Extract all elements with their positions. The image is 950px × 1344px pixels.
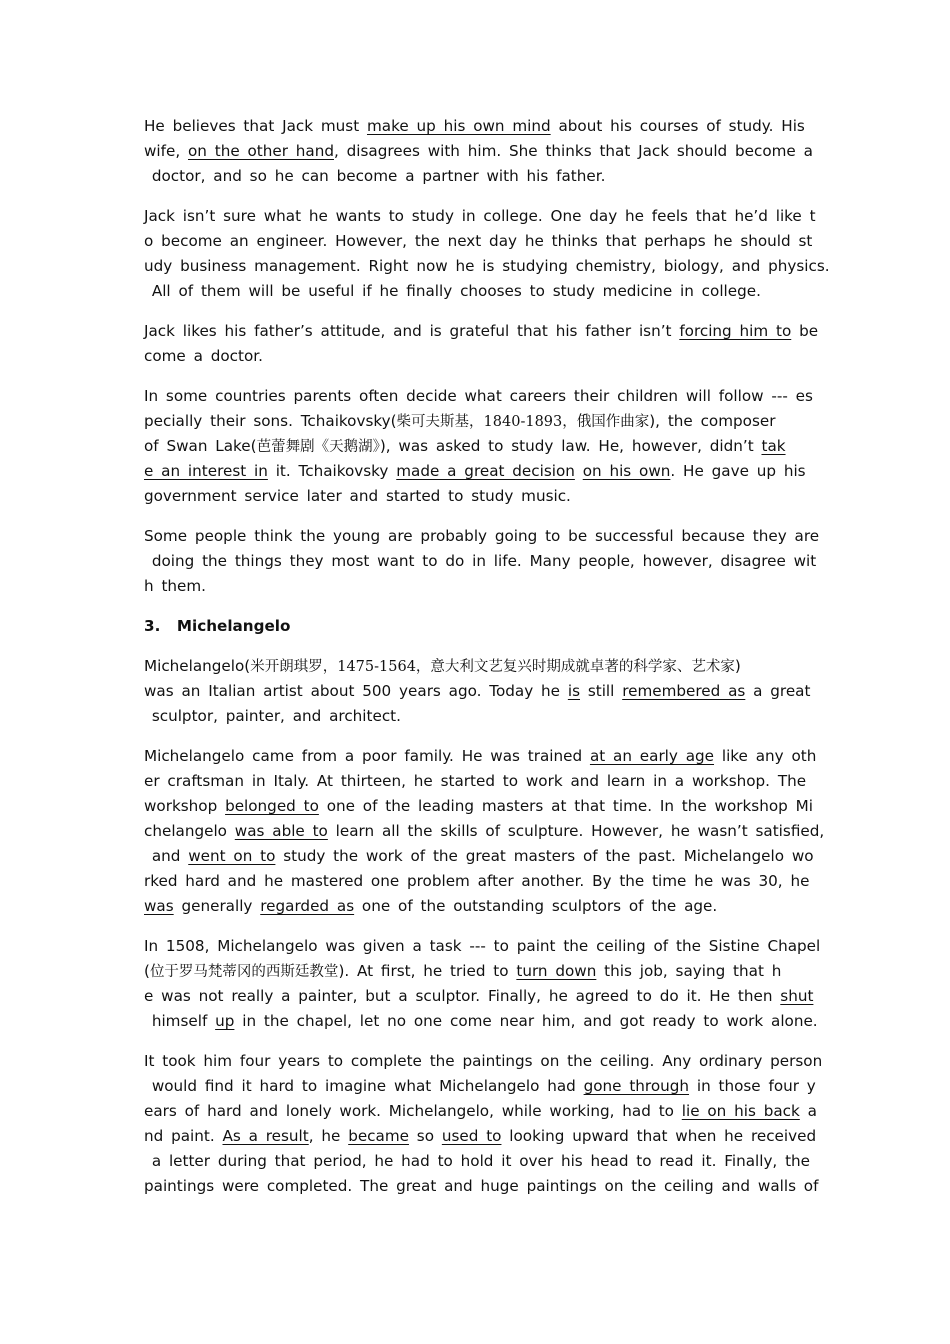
text-line	[144, 1099, 817, 1124]
text-line	[144, 344, 812, 369]
underlined-phrase: was able to	[234, 822, 328, 840]
text-segment: doctor, and so he can become a partner with his father.	[144, 167, 606, 185]
text-line	[144, 164, 812, 189]
text-segment: It took him four years to complete the paintings on the ceiling. Any ordinary person	[144, 1052, 823, 1070]
text-line	[144, 254, 830, 279]
text-segment: doing the things they most want to do in life. Many people, however, disagree wit	[144, 552, 817, 570]
text-segment: would find it hard to imagine what Michelangelo had	[144, 1077, 584, 1095]
underlined-phrase: belonged to	[225, 797, 319, 815]
underlined-phrase: shut	[780, 987, 814, 1005]
text-segment: and	[144, 847, 189, 865]
underlined-phrase: gone through	[583, 1077, 690, 1095]
text-segment: , disagrees with him. She thinks that Jack should become a	[333, 142, 813, 160]
text-line	[144, 769, 812, 794]
text-segment: it. Tchaikovsky	[267, 462, 397, 480]
underlined-phrase: As a result	[222, 1127, 309, 1145]
paragraph	[144, 934, 821, 1034]
text-segment: Some people think the young are probably going to be successful because they are	[144, 527, 820, 545]
text-line	[144, 679, 812, 704]
text-line	[144, 319, 819, 344]
text-line	[144, 484, 812, 509]
document-body	[144, 114, 830, 1214]
text-segment: workshop	[144, 797, 226, 815]
text-segment: come a doctor.	[144, 347, 263, 365]
text-segment: udy business management. Right now he is studying chemistry, biology, and physics.	[144, 257, 830, 275]
text-segment: himself	[144, 1012, 216, 1030]
underlined-phrase: turn down	[516, 962, 597, 980]
text-segment: this job, saying that h	[596, 962, 782, 980]
underlined-phrase: make up his own mind	[366, 117, 551, 135]
text-segment: one of the leading masters at that time. In the workshop Mi	[318, 797, 813, 815]
text-line	[144, 549, 817, 574]
text-segment: paintings were completed. The great and huge paintings on the ceiling and walls of	[144, 1177, 819, 1195]
text-segment: so	[408, 1127, 442, 1145]
text-segment: one of the outstanding sculptors of the age.	[354, 897, 718, 915]
underlined-phrase: used to	[441, 1127, 502, 1145]
text-segment: nd paint.	[144, 1127, 223, 1145]
underlined-phrase: e an interest in	[144, 462, 268, 480]
text-segment: er craftsman in Italy. At thirteen, he started to work and learn in a workshop. The	[144, 772, 807, 790]
text-segment: sculptor, painter, and architect.	[144, 707, 401, 725]
paragraph	[144, 1049, 823, 1199]
text-segment: a great	[745, 682, 811, 700]
text-segment: h them.	[144, 577, 206, 595]
text-segment: in the chapel, let no one come near him, and got ready to work alone.	[234, 1012, 818, 1030]
underlined-phrase: remembered as	[622, 682, 746, 700]
text-segment: ears of hard and lonely work. Michelangelo, while working, had to	[144, 1102, 682, 1120]
text-line	[144, 614, 812, 639]
text-line	[144, 1074, 816, 1099]
text-segment: . He gave up his	[670, 462, 806, 480]
text-segment: of Swan Lake(	[144, 437, 257, 455]
text-segment: pecially their sons. Tchaikovsky(	[144, 412, 397, 430]
underlined-phrase: up	[215, 1012, 235, 1030]
underlined-phrase: went on to	[188, 847, 276, 865]
text-line	[144, 869, 812, 894]
text-segment: He believes that Jack must	[144, 117, 367, 135]
text-segment	[575, 462, 583, 480]
text-segment: generally	[173, 897, 261, 915]
text-segment: Michelangelo came from a poor family. He was trained	[144, 747, 590, 765]
text-line	[144, 279, 812, 304]
text-line	[144, 654, 812, 679]
paragraph	[144, 204, 830, 304]
text-line	[144, 819, 825, 844]
section-heading	[144, 614, 812, 639]
text-segment: chelangelo	[144, 822, 235, 840]
text-segment: looking upward that when he received	[501, 1127, 817, 1145]
text-segment: All of them will be useful if he finally chooses to study medicine in college.	[144, 282, 761, 300]
text-segment: Michelangelo(	[144, 657, 251, 675]
text-segment: o become an engineer. However, the next day he thinks that perhaps he should st	[144, 232, 813, 250]
text-line	[144, 1149, 812, 1174]
text-line	[144, 574, 812, 599]
text-line	[144, 459, 812, 484]
paragraph	[144, 744, 825, 919]
text-line	[144, 434, 812, 459]
underlined-phrase: lie on his back	[681, 1102, 800, 1120]
text-line	[144, 959, 812, 984]
text-segment: 3. Michelangelo	[144, 617, 291, 635]
paragraph	[144, 384, 812, 509]
text-segment: In 1508, Michelangelo was given a task --- to paint the ceiling of the Sistine Chapel	[144, 937, 821, 955]
text-line	[144, 744, 817, 769]
text-line	[144, 844, 812, 869]
text-segment: in those four y	[689, 1077, 816, 1095]
text-segment: learn all the skills of sculpture. However, he wasn’t satisfied,	[327, 822, 825, 840]
text-line	[144, 409, 812, 434]
text-segment: ), the composer	[649, 412, 776, 430]
text-segment: about his courses of study. His	[550, 117, 805, 135]
text-line	[144, 984, 812, 1009]
text-segment: a letter during that period, he had to hold it over his head to read it. Finally, the	[144, 1152, 811, 1170]
text-segment: wife,	[144, 142, 188, 160]
underlined-phrase: became	[348, 1127, 409, 1145]
paragraph	[144, 524, 820, 599]
paragraph	[144, 319, 819, 369]
chinese-annotation: 柴可夫斯基，1840-1893，俄国作曲家	[396, 414, 650, 430]
text-segment: still	[580, 682, 623, 700]
text-segment: a	[799, 1102, 817, 1120]
text-line	[144, 1174, 819, 1199]
text-segment: government service later and started to study music.	[144, 487, 571, 505]
text-line	[144, 704, 812, 729]
chinese-annotation: 位于罗马梵蒂冈的西斯廷教堂	[149, 964, 339, 980]
paragraph	[144, 654, 812, 729]
text-segment: ), was asked to study law. He, however, didn’t	[379, 437, 762, 455]
text-segment: study the work of the great masters of the past. Michelangelo wo	[275, 847, 814, 865]
text-segment: like any oth	[714, 747, 817, 765]
text-segment: e was not really a painter, but a sculptor. Finally, he agreed to do it. He then	[144, 987, 781, 1005]
text-segment: (	[144, 962, 150, 980]
underlined-phrase: made a great decision	[396, 462, 575, 480]
text-segment: Jack isn’t sure what he wants to study in college. One day he feels that he’d like t	[144, 207, 816, 225]
text-line	[144, 794, 812, 819]
text-segment: , he	[308, 1127, 349, 1145]
text-line	[144, 894, 812, 919]
underlined-phrase: is	[567, 682, 580, 700]
text-line	[144, 524, 820, 549]
underlined-phrase: regarded as	[260, 897, 355, 915]
text-line	[144, 204, 816, 229]
underlined-phrase: at an early age	[589, 747, 715, 765]
underlined-phrase: forcing him to	[679, 322, 792, 340]
text-line	[144, 1009, 818, 1034]
text-line	[144, 139, 812, 164]
text-line	[144, 1124, 817, 1149]
underlined-phrase: tak	[761, 437, 786, 455]
chinese-annotation: 芭蕾舞剧《天鹅湖》	[256, 439, 380, 455]
underlined-phrase: on his own	[582, 462, 671, 480]
text-segment: was an Italian artist about 500 years ago. Today he	[144, 682, 568, 700]
text-segment: be	[791, 322, 819, 340]
text-line	[144, 934, 821, 959]
text-segment: )	[734, 657, 741, 675]
text-segment: rked hard and he mastered one problem after another. By the time he was 30, he	[144, 872, 810, 890]
text-line	[144, 384, 812, 409]
text-line	[144, 229, 812, 254]
chinese-annotation: 米开朗琪罗，1475-1564，意大利文艺复兴时期成就卓著的科学家、艺术家	[250, 659, 735, 675]
underlined-phrase: was	[144, 897, 174, 915]
text-segment: In some countries parents often decide what careers their children will follow --- es	[144, 387, 813, 405]
paragraph	[144, 114, 812, 189]
text-line	[144, 1049, 823, 1074]
text-segment: Jack likes his father’s attitude, and is grateful that his father isn’t	[144, 322, 680, 340]
text-line	[144, 114, 812, 139]
text-segment: ). At first, he tried to	[338, 962, 517, 980]
underlined-phrase: on the other hand	[188, 142, 334, 160]
